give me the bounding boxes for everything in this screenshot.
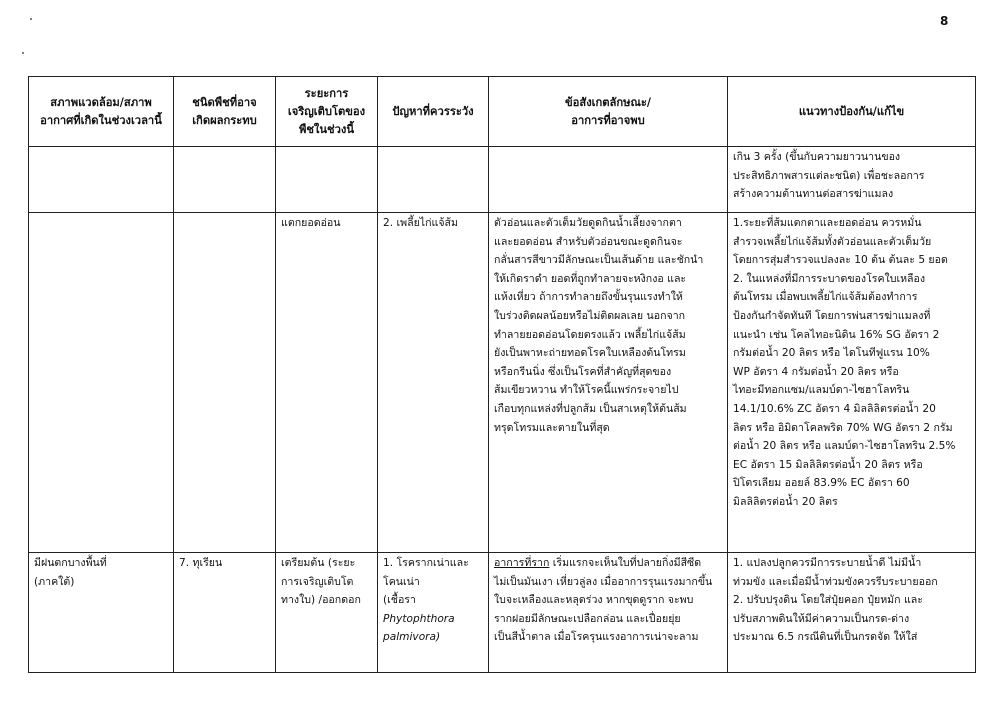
scan-mark	[30, 18, 32, 20]
text-line: รากฝอยมีลักษณะเปลือกล่อน และเปื่อยยุ่ย	[494, 612, 681, 625]
text-line: WP อัตรา 4 กรัมต่อน้ำ 20 ลิตร หรือ	[733, 365, 899, 378]
header-observation	[489, 77, 728, 147]
text-line: กลั่นสารสีขาวมีลักษณะเป็นเส้นด้าย และชักนำ	[494, 254, 704, 267]
text-line: ไทอะมีทอกแซม/แลมบ์ดา-ไซฮาโลทริน	[733, 384, 910, 397]
text-line: ท่วมขัง และเมื่อมีน้ำท่วมขังควรรีบระบายออก	[733, 575, 938, 588]
text-line: ระยะการ	[304, 86, 349, 100]
table-header-row	[29, 77, 976, 147]
text-line: 1.ระยะที่ส้มแตกตาและยอดอ่อน ควรหมั่น	[733, 217, 922, 229]
header-problem	[378, 77, 489, 147]
text-line: (เชื้อรา	[383, 594, 416, 607]
text-line: เกือบทุกแหล่งที่ปลูกส้ม เป็นสาเหตุให้ต้นส้ม	[494, 402, 687, 415]
cell-problem	[378, 213, 489, 553]
text-line: สร้างความต้านทานต่อสารฆ่าแมลง	[733, 188, 894, 201]
cell-stage	[276, 147, 378, 213]
text-line: ไม่เป็นมันเงา เหี่ยวลู่ลง เมื่ออาการรุนแรงมากขึ้น	[494, 575, 713, 588]
cell-problem	[378, 147, 489, 213]
cell-problem	[378, 553, 489, 673]
page-number: 8	[940, 14, 949, 28]
text-line: Phytophthora	[383, 612, 455, 625]
text-line: ปิโตรเลียม ออยล์ 83.9% EC อัตรา 60	[733, 477, 910, 490]
table-row	[29, 213, 976, 553]
cell-observation	[489, 553, 728, 673]
text-line: ปัญหาที่ควรระวัง	[392, 104, 474, 118]
text-line: หรือกรีนนิ่ง ซึ่งเป็นโรคที่สำคัญที่สุดของ	[494, 365, 672, 378]
text-line: ใบจะเหลืองและหลุดร่วง หากขุดดูราก จะพบ	[494, 594, 694, 607]
text-line: ยังเป็นพาหะถ่ายทอดโรคใบเหลืองต้นโทรม	[494, 347, 686, 360]
text-line: มิลลิลิตรต่อน้ำ 20 ลิตร	[733, 495, 838, 508]
text-line: การเจริญเติบโต	[281, 575, 354, 588]
text-line: สภาพแวดล้อม/สภาพ	[50, 95, 152, 109]
cell-environment	[29, 213, 174, 553]
text-line: ประสิทธิภาพสารแต่ละชนิด) เพื่อชะลอการ	[733, 169, 925, 182]
text-line: ต่อน้ำ 20 ลิตร หรือ แลมบ์ดา-ไซฮาโลทริน 2.5%	[733, 440, 956, 453]
text-line: ข้อสังเกตลักษณะ/	[565, 95, 651, 109]
text-line: EC อัตรา 15 มิลลิลิตรต่อน้ำ 20 ลิตร หรือ	[733, 458, 923, 471]
header-growth-stage	[276, 77, 378, 147]
cell-solution	[728, 553, 976, 673]
text-line: ประมาณ 6.5 กรณีดินที่เป็นกรดจัด ให้ใส่	[733, 631, 918, 644]
text-line: ทางใบ) /ออกดอก	[281, 594, 361, 607]
header-solution	[728, 77, 976, 147]
cell-observation	[489, 213, 728, 553]
cell-crop	[174, 147, 276, 213]
text-line: อากาศที่เกิดในช่วงเวลานี้	[40, 113, 162, 127]
observation-label: อาการที่ราก	[494, 557, 550, 569]
text-line: แตกยอดอ่อน	[281, 217, 341, 229]
header-environment	[29, 77, 174, 147]
text-line: พืชในช่วงนี้	[298, 122, 355, 136]
text-line: โคนเน่า	[383, 575, 420, 588]
scan-mark	[22, 52, 24, 54]
text-line: ใบร่วงติดผลน้อยหรือไม่ติดผลเลย นอกจาก	[494, 309, 686, 322]
pathogen-name	[383, 610, 483, 647]
text-line: และยอดอ่อน สำหรับตัวอ่อนขณะดูดกินจะ	[494, 235, 683, 248]
text-line: ป้องกันกำจัดทันที โดยการพ่นสารฆ่าแมลงที่	[733, 309, 931, 322]
cell-stage	[276, 213, 378, 553]
text-line: 14.1/10.6% ZC อัตรา 4 มิลลิลิตรต่อน้ำ 20	[733, 402, 936, 415]
text-line: แนวทางป้องกัน/แก้ไข	[798, 104, 905, 118]
cell-crop	[174, 553, 276, 673]
text-line: กรัมต่อน้ำ 20 ลิตร หรือ ไดโนทีฟูแรน 10%	[733, 347, 930, 360]
table-row	[29, 147, 976, 213]
observation-lines	[494, 573, 722, 647]
text-line: มีฝนตกบางพื้นที่	[34, 557, 107, 569]
table-row	[29, 553, 976, 673]
pest-management-table	[28, 76, 976, 673]
cell-crop	[174, 213, 276, 553]
text-line: (ภาคใต้)	[34, 575, 75, 588]
text-line: สำรวจเพลี้ยไก่แจ้ส้มทั้งตัวอ่อนและตัวเต็มวัย	[733, 235, 932, 248]
text-line: 1. แปลงปลูกควรมีการระบายน้ำดี ไม่มีน้ำ	[733, 557, 922, 569]
text-line: 2. เพลี้ยไก่แจ้ส้ม	[383, 217, 459, 229]
text-line: เจริญเติบโตของ	[287, 104, 366, 118]
text-line: ทรุดโทรมและตายในที่สุด	[494, 421, 610, 434]
text-line: ต้นโทรม เมื่อพบเพลี้ยไก่แจ้ส้มต้องทำการ	[733, 291, 918, 304]
text-line: อาการที่อาจพบ	[571, 113, 645, 127]
text-line: เกิดผลกระทบ	[192, 113, 257, 127]
text-line: 2. ในแหล่งที่มีการระบาดของโรคใบเหลือง	[733, 272, 926, 285]
text-line: 7. ทุเรียน	[179, 557, 223, 569]
problem-lines	[383, 554, 483, 610]
text-line: 2. ปรับปรุงดิน โดยใส่ปุ๋ยคอก ปุ๋ยหมัก และ	[733, 594, 923, 607]
text-line: ลิตร หรือ อิมิดาโคลพริด 70% WG อัตรา 2 กรัม	[733, 421, 953, 434]
text-line: เตรียมต้น (ระยะ	[281, 557, 356, 569]
header-crop	[174, 77, 276, 147]
text-line: ทำลายยอดอ่อนโดยตรงแล้ว เพลี้ยไก่แจ้ส้ม	[494, 328, 686, 341]
text-line: ให้เกิดราดำ ยอดที่ถูกทำลายจะหงิกงอ และ	[494, 272, 687, 285]
observation-first-rest: เริ่มแรกจะเห็นใบที่ปลายกิ่งมีสีซีด	[549, 557, 702, 569]
text-line: แห้งเหี่ยว ถ้าการทำลายถึงขั้นรุนแรงทำให้	[494, 291, 683, 304]
text-line: แนะนำ เช่น โคลไทอะนิดิน 16% SG อัตรา 2	[733, 328, 940, 341]
text-line: ตัวอ่อนและตัวเต็มวัยดูดกินน้ำเลี้ยงจากตา	[494, 217, 682, 229]
text-line: ปรับสภาพดินให้มีค่าความเป็นกรด-ด่าง	[733, 612, 910, 625]
text-line: เกิน 3 ครั้ง (ขึ้นกับความยาวนานของ	[733, 151, 901, 163]
text-line: ชนิดพืชที่อาจ	[192, 95, 257, 109]
cell-solution	[728, 147, 976, 213]
text-line: ส้มเขียวหวาน ทำให้โรคนี้แพร่กระจายไป	[494, 384, 679, 397]
observation-first-line	[494, 554, 722, 573]
text-line: palmivora)	[383, 631, 441, 644]
cell-stage	[276, 553, 378, 673]
cell-observation	[489, 147, 728, 213]
cell-environment	[29, 147, 174, 213]
text-line: 1. โรครากเน่าและ	[383, 557, 469, 569]
text-line: โดยการสุ่มสำรวจแปลงละ 10 ต้น ต้นละ 5 ยอด	[733, 254, 948, 267]
text-line: เป็นสีน้ำตาล เมื่อโรครุนแรงอาการเน่าจะลาม	[494, 631, 699, 644]
cell-solution	[728, 213, 976, 553]
cell-environment	[29, 553, 174, 673]
